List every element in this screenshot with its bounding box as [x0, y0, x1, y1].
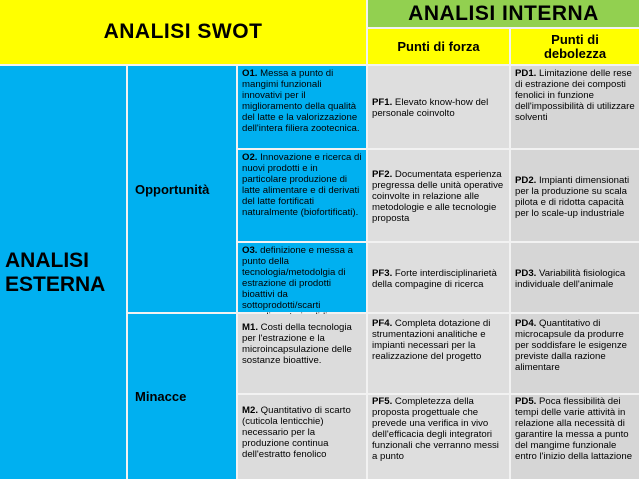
weaknesses-header [511, 29, 639, 64]
item-text: Forte interdisciplinarietà della compagine di ricerca [372, 267, 497, 290]
weaknesses-header-line1: Punti di [551, 31, 599, 47]
external-analysis-line2: ESTERNA [5, 272, 106, 296]
item-code: PD5. [515, 396, 537, 407]
item-code: M1. [242, 322, 258, 333]
item-code: PF4. [372, 318, 393, 329]
item-text: definizione e messa a punto della tecnologia/metodolgia di estrazione di prodotti bioattivi da sottoprodotti/scarti [242, 245, 353, 311]
item-code: PD2. [515, 174, 537, 186]
swot-title: ANALISI SWOT [0, 0, 366, 64]
item-code: PF2. [372, 169, 393, 180]
item-code: PF1. [372, 97, 393, 108]
threats-label: Minacce [128, 314, 236, 479]
item-code: PD4. [515, 318, 537, 329]
item-text: Documentata esperienza pregressa delle unità operative coinvolte in relazione alle metodologie e alle tecnologie proposta [372, 169, 504, 224]
strength-pf1 [368, 66, 509, 148]
item-text: Impianti dimensionati per la produzione su scala pilota e di ridotta capacità per lo scale-up industriale [515, 174, 630, 219]
weakness-pd2 [511, 150, 639, 241]
item-code: PD3. [515, 267, 537, 279]
item-code: O2. [242, 152, 258, 163]
item-text: Elevato know-how del personale coinvolto [372, 97, 489, 119]
item-code: M2. [242, 405, 258, 416]
item-text: Quantitativo di scarto (cuticola lenticchie) necessario per la produzione continua dell'estratto fenolico [242, 405, 351, 460]
weakness-pd1 [511, 66, 639, 148]
strength-pf2 [368, 150, 509, 241]
item-code: O3. [242, 245, 258, 256]
item-text: Costi della tecnologia per l'estrazione e la microincapsulazione delle sostanze bioattive. [242, 322, 352, 366]
threat-m1 [238, 314, 366, 393]
item-text: Completa dotazione di strumentazioni analitiche e impianti necessari per la realizzazione del progetto [372, 318, 491, 362]
external-analysis-label [0, 66, 126, 479]
opportunity-o2 [238, 150, 366, 241]
strengths-header: Punti di forza [368, 29, 509, 64]
strength-pf3 [368, 243, 509, 312]
opportunity-o1 [238, 66, 366, 148]
item-code: O1. [242, 68, 258, 79]
external-analysis-line1: ANALISI [5, 248, 89, 272]
weaknesses-header-line2: debolezza [543, 45, 607, 61]
item-text: Limitazione delle rese di estrazione dei composti fenolici in funzione dell'impossibilità di utilizzare solventi [515, 68, 635, 123]
item-code: PD1. [515, 68, 537, 79]
item-text: Completezza della proposta progettuale che prevede una verifica in vivo dell'efficacia degli integratori funzionali che verranno messi a punto [372, 396, 499, 462]
strength-pf5 [368, 395, 509, 479]
threat-m2 [238, 395, 366, 479]
weakness-pd4 [511, 314, 639, 393]
weakness-pd5 [511, 395, 639, 479]
item-text: Innovazione e ricerca di nuovi prodotti e in particolare produzione di latte alimentare e di derivati del latte fortificati naturalmente (biofortificati). [242, 152, 362, 218]
item-code: PF3. [372, 267, 393, 279]
item-text: Poca flessibilità dei tempi delle varie attività in relazione alla necessità di garantire la messa a punto del mangime funzionale entro l'inizio della lattazione [515, 396, 633, 462]
item-code: PF5. [372, 396, 393, 407]
internal-analysis-title: ANALISI INTERNA [368, 0, 639, 27]
weakness-pd3 [511, 243, 639, 312]
item-text: Messa a punto di mangimi funzionali innovativi per il miglioramento della qualità del latte e la valorizzazione dell'intera filiera zootecnica. [242, 68, 360, 134]
strength-pf4 [368, 314, 509, 393]
opportunity-o3 [238, 243, 366, 312]
opportunities-label: Opportunità [128, 66, 236, 312]
item-text: Quantitativo di microcapsule da produrre per soddisfare le esigenze previste dalla razione alimentare [515, 318, 627, 373]
item-text: Variabilità fisiologica individuale dell'animale [515, 267, 626, 290]
